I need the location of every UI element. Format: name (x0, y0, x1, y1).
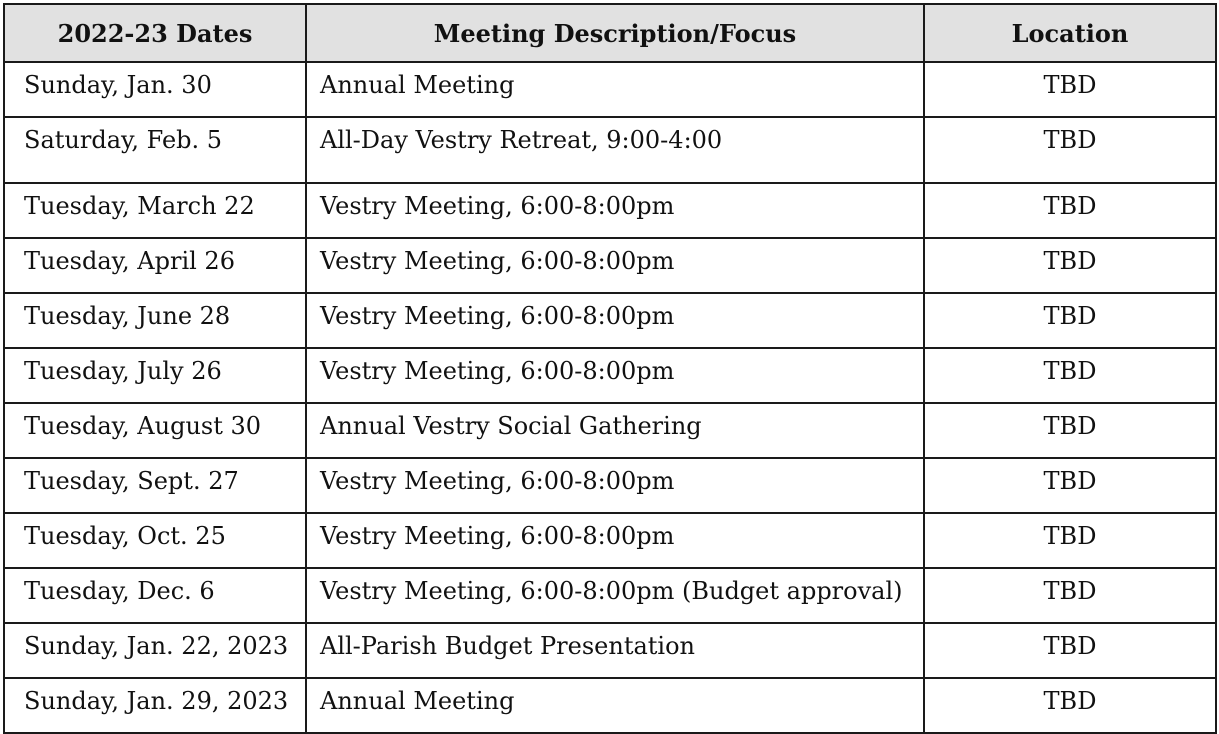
description-cell: Vestry Meeting, 6:00-8:00pm (306, 238, 924, 293)
table-row (4, 348, 1216, 403)
description-cell: Vestry Meeting, 6:00-8:00pm (306, 183, 924, 238)
dates-header: 2022-23 Dates (4, 4, 306, 62)
date-cell: Tuesday, March 22 (4, 183, 306, 238)
description-cell: Annual Vestry Social Gathering (306, 403, 924, 458)
date-cell: Sunday, Jan. 22, 2023 (4, 623, 306, 678)
description-cell: Vestry Meeting, 6:00-8:00pm (306, 458, 924, 513)
table-row (4, 183, 1216, 238)
description-header: Meeting Description/Focus (306, 4, 924, 62)
date-cell: Tuesday, Sept. 27 (4, 458, 306, 513)
table-row (4, 238, 1216, 293)
table-row (4, 568, 1216, 623)
location-cell: TBD (924, 293, 1216, 348)
table-row (4, 293, 1216, 348)
header-row (4, 4, 1216, 62)
location-header: Location (924, 4, 1216, 62)
location-cell: TBD (924, 238, 1216, 293)
date-cell: Tuesday, Oct. 25 (4, 513, 306, 568)
description-cell: Vestry Meeting, 6:00-8:00pm (306, 513, 924, 568)
date-cell: Tuesday, April 26 (4, 238, 306, 293)
location-cell: TBD (924, 678, 1216, 733)
date-cell: Tuesday, June 28 (4, 293, 306, 348)
description-cell: Vestry Meeting, 6:00-8:00pm (Budget approval) (306, 568, 924, 623)
date-cell: Sunday, Jan. 29, 2023 (4, 678, 306, 733)
table-row (4, 513, 1216, 568)
date-cell: Tuesday, August 30 (4, 403, 306, 458)
location-cell: TBD (924, 458, 1216, 513)
location-cell: TBD (924, 62, 1216, 117)
meeting-schedule-table (3, 3, 1217, 734)
table-row (4, 403, 1216, 458)
description-cell: Annual Meeting (306, 62, 924, 117)
date-cell: Sunday, Jan. 30 (4, 62, 306, 117)
description-cell: Vestry Meeting, 6:00-8:00pm (306, 293, 924, 348)
date-cell: Tuesday, Dec. 6 (4, 568, 306, 623)
table-row (4, 458, 1216, 513)
location-cell: TBD (924, 117, 1216, 183)
table-row (4, 117, 1216, 183)
date-cell: Saturday, Feb. 5 (4, 117, 306, 183)
description-cell: All-Parish Budget Presentation (306, 623, 924, 678)
location-cell: TBD (924, 348, 1216, 403)
description-cell: Annual Meeting (306, 678, 924, 733)
description-cell: Vestry Meeting, 6:00-8:00pm (306, 348, 924, 403)
table-row (4, 623, 1216, 678)
table-row (4, 62, 1216, 117)
location-cell: TBD (924, 513, 1216, 568)
location-cell: TBD (924, 403, 1216, 458)
location-cell: TBD (924, 568, 1216, 623)
table-row (4, 678, 1216, 733)
location-cell: TBD (924, 183, 1216, 238)
location-cell: TBD (924, 623, 1216, 678)
description-cell: All-Day Vestry Retreat, 9:00-4:00 (306, 117, 924, 183)
date-cell: Tuesday, July 26 (4, 348, 306, 403)
